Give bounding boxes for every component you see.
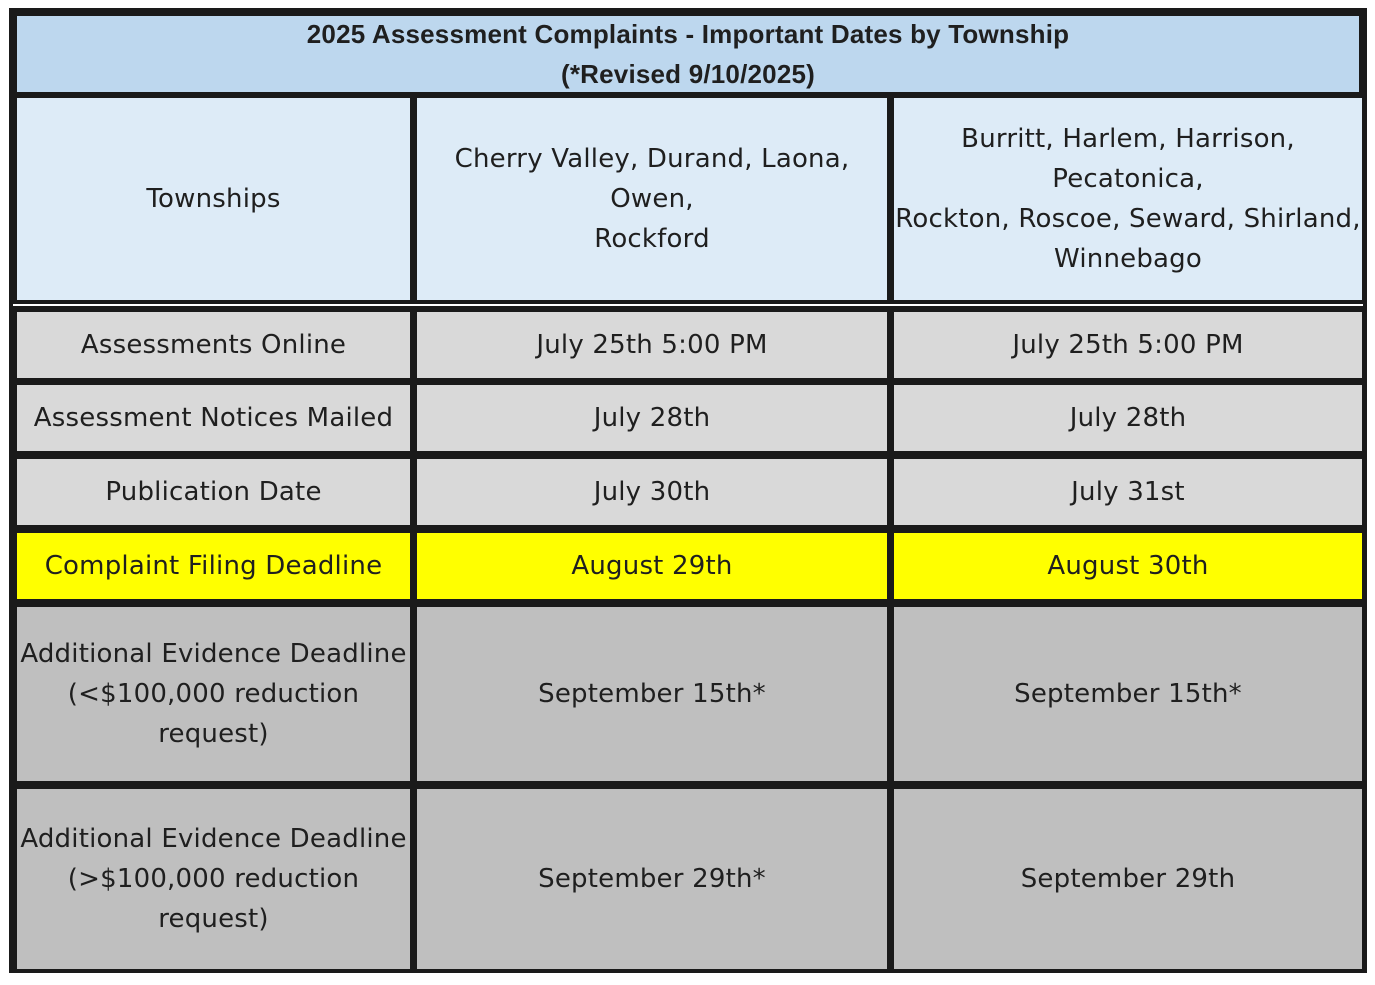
row-value-group-a — [417, 533, 887, 599]
row-label: Publication Date — [105, 477, 322, 507]
row-label: Complaint Filing Deadline — [44, 551, 383, 581]
date-value: July 28th — [593, 403, 711, 433]
table-title — [17, 16, 1359, 92]
date-value: August 29th — [571, 551, 733, 581]
date-value: September 15th* — [538, 679, 766, 709]
row-value-group-b — [894, 312, 1362, 378]
row-label-line-2: (<$100,000 reduction request) — [67, 679, 360, 749]
date-value: September 15th* — [1014, 679, 1242, 709]
date-value: September 29th — [1020, 864, 1236, 894]
row-label-line-1: Additional Evidence Deadline — [20, 639, 407, 669]
row-value-group-b — [894, 459, 1362, 525]
row-label-line-2: (>$100,000 reduction request) — [67, 864, 360, 934]
header-group-a — [417, 98, 887, 300]
group-b-townships-line-2: Rockton, Roscoe, Seward, Shirland, — [895, 204, 1361, 234]
row-label-complaint-deadline — [17, 533, 410, 599]
title-line-1: 2025 Assessment Complaints - Important Dates by Township — [306, 19, 1070, 49]
date-value: July 31st — [1071, 477, 1185, 507]
date-value: July 25th 5:00 PM — [1012, 330, 1244, 360]
row-value-group-b — [894, 385, 1362, 451]
row-value-group-b — [894, 789, 1362, 969]
row-value-group-b — [894, 607, 1362, 781]
townships-label: Townships — [146, 184, 281, 214]
group-a-townships-line-2: Rockford — [594, 224, 710, 254]
row-label-evidence-over-100k — [17, 789, 410, 969]
row-label-line-1: Additional Evidence Deadline — [20, 824, 407, 854]
date-value: July 28th — [1069, 403, 1187, 433]
row-label-notices-mailed — [17, 385, 410, 451]
header-double-rule — [13, 304, 1363, 306]
date-value: July 30th — [593, 477, 711, 507]
title-revised-note: (*Revised 9/10/2025) — [560, 59, 816, 89]
row-label: Assessment Notices Mailed — [33, 403, 394, 433]
group-b-townships-line-3: Winnebago — [1054, 244, 1202, 274]
row-value-group-a — [417, 789, 887, 969]
row-value-group-b — [894, 533, 1362, 599]
row-label: Assessments Online — [80, 330, 347, 360]
row-label-evidence-under-100k — [17, 607, 410, 781]
group-a-townships-line-1: Cherry Valley, Durand, Laona, Owen, — [454, 144, 850, 214]
row-value-group-a — [417, 459, 887, 525]
row-label-assessments-online — [17, 312, 410, 378]
header-group-b — [894, 98, 1362, 300]
group-b-townships-line-1: Burritt, Harlem, Harrison, Pecatonica, — [961, 124, 1295, 194]
dates-table — [9, 8, 1367, 973]
row-value-group-a — [417, 607, 887, 781]
row-value-group-a — [417, 385, 887, 451]
date-value: September 29th* — [538, 864, 766, 894]
header-townships-label — [17, 98, 410, 300]
row-label-publication-date — [17, 459, 410, 525]
row-value-group-a — [417, 312, 887, 378]
date-value: August 30th — [1047, 551, 1209, 581]
date-value: July 25th 5:00 PM — [536, 330, 768, 360]
